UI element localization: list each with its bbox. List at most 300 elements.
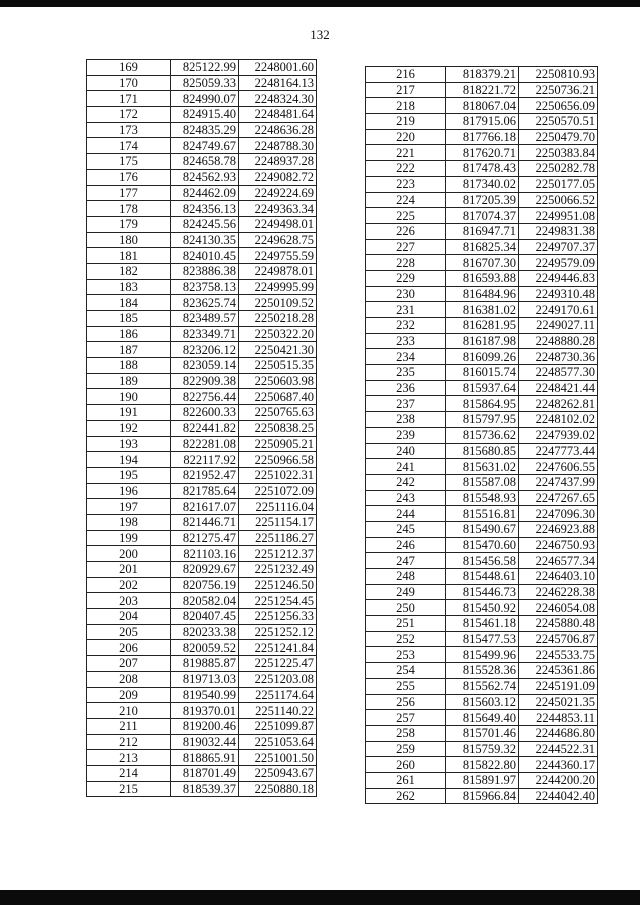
x-coordinate-cell: 820059.52 — [171, 640, 239, 656]
table-row — [366, 741, 598, 757]
y-coordinate-cell: 2246923.88 — [519, 521, 598, 537]
x-coordinate-cell: 816015.74 — [446, 365, 519, 381]
point-id-cell: 252 — [366, 631, 446, 647]
y-coordinate-cell: 2250383.84 — [519, 145, 598, 161]
point-id-cell: 239 — [366, 427, 446, 443]
point-id-cell: 215 — [87, 781, 171, 797]
table-row — [366, 663, 598, 679]
x-coordinate-cell: 815461.18 — [446, 616, 519, 632]
table-row — [366, 553, 598, 569]
table-row — [87, 734, 317, 750]
x-coordinate-cell: 819885.87 — [171, 656, 239, 672]
table-row — [366, 678, 598, 694]
x-coordinate-cell: 817340.02 — [446, 176, 519, 192]
y-coordinate-cell: 2248421.44 — [519, 380, 598, 396]
point-id-cell: 183 — [87, 279, 171, 295]
table-row — [87, 91, 317, 107]
x-coordinate-cell: 820929.67 — [171, 562, 239, 578]
table-row — [87, 687, 317, 703]
table-row — [366, 584, 598, 600]
y-coordinate-cell: 2249027.11 — [519, 318, 598, 334]
point-id-cell: 243 — [366, 490, 446, 506]
point-id-cell: 214 — [87, 765, 171, 781]
y-coordinate-cell: 2250066.52 — [519, 192, 598, 208]
y-coordinate-cell: 2244042.40 — [519, 788, 598, 804]
table-row — [87, 624, 317, 640]
table-row — [87, 122, 317, 138]
y-coordinate-cell: 2244360.17 — [519, 757, 598, 773]
y-coordinate-cell: 2245706.87 — [519, 631, 598, 647]
point-id-cell: 194 — [87, 452, 171, 468]
y-coordinate-cell: 2249878.01 — [239, 263, 317, 279]
x-coordinate-cell: 817620.71 — [446, 145, 519, 161]
y-coordinate-cell: 2248001.60 — [239, 60, 317, 76]
point-id-cell: 180 — [87, 232, 171, 248]
y-coordinate-cell: 2250109.52 — [239, 295, 317, 311]
table-row — [366, 380, 598, 396]
y-coordinate-cell: 2249363.34 — [239, 201, 317, 217]
point-id-cell: 169 — [87, 60, 171, 76]
x-coordinate-cell: 820756.19 — [171, 577, 239, 593]
table-row — [366, 757, 598, 773]
y-coordinate-cell: 2247096.30 — [519, 506, 598, 522]
x-coordinate-cell: 817074.37 — [446, 208, 519, 224]
x-coordinate-cell: 823206.12 — [171, 342, 239, 358]
y-coordinate-cell: 2248880.28 — [519, 333, 598, 349]
table-row — [87, 483, 317, 499]
x-coordinate-cell: 819713.03 — [171, 671, 239, 687]
table-row — [366, 490, 598, 506]
x-coordinate-cell: 815631.02 — [446, 459, 519, 475]
table-row — [87, 326, 317, 342]
x-coordinate-cell: 816593.88 — [446, 270, 519, 286]
table-row — [87, 765, 317, 781]
point-id-cell: 200 — [87, 546, 171, 562]
table-row — [87, 467, 317, 483]
x-coordinate-cell: 819032.44 — [171, 734, 239, 750]
table-row — [366, 616, 598, 632]
y-coordinate-cell: 2249310.48 — [519, 286, 598, 302]
point-id-cell: 178 — [87, 201, 171, 217]
x-coordinate-cell: 824915.40 — [171, 107, 239, 123]
y-coordinate-cell: 2248937.28 — [239, 154, 317, 170]
y-coordinate-cell: 2250218.28 — [239, 311, 317, 327]
point-id-cell: 195 — [87, 467, 171, 483]
x-coordinate-cell: 815528.36 — [446, 663, 519, 679]
point-id-cell: 218 — [366, 98, 446, 114]
x-coordinate-cell: 824356.13 — [171, 201, 239, 217]
scan-edge-bottom — [0, 890, 640, 905]
x-coordinate-cell: 824245.56 — [171, 216, 239, 232]
table-row — [366, 333, 598, 349]
point-id-cell: 203 — [87, 593, 171, 609]
point-id-cell: 225 — [366, 208, 446, 224]
x-coordinate-cell: 815548.93 — [446, 490, 519, 506]
table-row — [87, 514, 317, 530]
y-coordinate-cell: 2251174.64 — [239, 687, 317, 703]
point-id-cell: 236 — [366, 380, 446, 396]
point-id-cell: 233 — [366, 333, 446, 349]
table-row — [366, 474, 598, 490]
x-coordinate-cell: 823489.57 — [171, 311, 239, 327]
y-coordinate-cell: 2251072.09 — [239, 483, 317, 499]
y-coordinate-cell: 2250282.78 — [519, 161, 598, 177]
table-row — [87, 718, 317, 734]
y-coordinate-cell: 2251254.45 — [239, 593, 317, 609]
point-id-cell: 179 — [87, 216, 171, 232]
table-row — [366, 349, 598, 365]
point-id-cell: 206 — [87, 640, 171, 656]
x-coordinate-cell: 824462.09 — [171, 185, 239, 201]
x-coordinate-cell: 823059.14 — [171, 358, 239, 374]
y-coordinate-cell: 2250421.30 — [239, 342, 317, 358]
x-coordinate-cell: 821446.71 — [171, 514, 239, 530]
y-coordinate-cell: 2246750.93 — [519, 537, 598, 553]
y-coordinate-cell: 2244853.11 — [519, 710, 598, 726]
point-id-cell: 240 — [366, 443, 446, 459]
table-row — [87, 781, 317, 797]
x-coordinate-cell: 815516.81 — [446, 506, 519, 522]
point-id-cell: 245 — [366, 521, 446, 537]
x-coordinate-cell: 822281.08 — [171, 436, 239, 452]
table-row — [366, 114, 598, 130]
point-id-cell: 202 — [87, 577, 171, 593]
x-coordinate-cell: 824835.29 — [171, 122, 239, 138]
point-id-cell: 241 — [366, 459, 446, 475]
x-coordinate-cell: 817478.43 — [446, 161, 519, 177]
table-row — [366, 192, 598, 208]
y-coordinate-cell: 2249831.38 — [519, 223, 598, 239]
point-id-cell: 223 — [366, 176, 446, 192]
point-id-cell: 230 — [366, 286, 446, 302]
x-coordinate-cell: 815759.32 — [446, 741, 519, 757]
table-row — [87, 107, 317, 123]
table-row — [366, 725, 598, 741]
y-coordinate-cell: 2250322.20 — [239, 326, 317, 342]
point-id-cell: 209 — [87, 687, 171, 703]
point-id-cell: 182 — [87, 263, 171, 279]
x-coordinate-cell: 816281.95 — [446, 318, 519, 334]
point-id-cell: 222 — [366, 161, 446, 177]
table-row — [366, 365, 598, 381]
y-coordinate-cell: 2249707.37 — [519, 239, 598, 255]
point-id-cell: 198 — [87, 514, 171, 530]
table-row — [366, 788, 598, 804]
y-coordinate-cell: 2250966.58 — [239, 452, 317, 468]
point-id-cell: 185 — [87, 311, 171, 327]
table-row — [87, 389, 317, 405]
y-coordinate-cell: 2249224.69 — [239, 185, 317, 201]
y-coordinate-cell: 2248636.28 — [239, 122, 317, 138]
x-coordinate-cell: 818067.04 — [446, 98, 519, 114]
point-id-cell: 216 — [366, 67, 446, 83]
y-coordinate-cell: 2250479.70 — [519, 129, 598, 145]
point-id-cell: 184 — [87, 295, 171, 311]
y-coordinate-cell: 2250880.18 — [239, 781, 317, 797]
coordinate-table-right — [365, 66, 598, 804]
table-row — [366, 318, 598, 334]
x-coordinate-cell: 822909.38 — [171, 373, 239, 389]
table-row — [366, 223, 598, 239]
table-row — [87, 640, 317, 656]
x-coordinate-cell: 824010.45 — [171, 248, 239, 264]
x-coordinate-cell: 816381.02 — [446, 302, 519, 318]
table-row — [87, 656, 317, 672]
table-row — [87, 216, 317, 232]
y-coordinate-cell: 2245021.35 — [519, 694, 598, 710]
y-coordinate-cell: 2251053.64 — [239, 734, 317, 750]
page-number: 132 — [310, 27, 330, 42]
table-row — [87, 593, 317, 609]
table-row — [87, 342, 317, 358]
table-row — [366, 694, 598, 710]
point-id-cell: 244 — [366, 506, 446, 522]
table-row — [87, 311, 317, 327]
table-row — [87, 530, 317, 546]
point-id-cell: 256 — [366, 694, 446, 710]
x-coordinate-cell: 818539.37 — [171, 781, 239, 797]
table-row — [366, 145, 598, 161]
point-id-cell: 204 — [87, 609, 171, 625]
table-row — [87, 263, 317, 279]
point-id-cell: 174 — [87, 138, 171, 154]
x-coordinate-cell: 815477.53 — [446, 631, 519, 647]
point-id-cell: 188 — [87, 358, 171, 374]
table-row — [87, 436, 317, 452]
x-coordinate-cell: 822441.82 — [171, 420, 239, 436]
y-coordinate-cell: 2249446.83 — [519, 270, 598, 286]
x-coordinate-cell: 815649.40 — [446, 710, 519, 726]
point-id-cell: 224 — [366, 192, 446, 208]
x-coordinate-cell: 820582.04 — [171, 593, 239, 609]
table-row — [87, 75, 317, 91]
x-coordinate-cell: 816099.26 — [446, 349, 519, 365]
point-id-cell: 199 — [87, 530, 171, 546]
point-id-cell: 260 — [366, 757, 446, 773]
table-row — [87, 452, 317, 468]
y-coordinate-cell: 2250603.98 — [239, 373, 317, 389]
y-coordinate-cell: 2245361.86 — [519, 663, 598, 679]
x-coordinate-cell: 823349.71 — [171, 326, 239, 342]
point-id-cell: 210 — [87, 703, 171, 719]
table-row — [87, 154, 317, 170]
y-coordinate-cell: 2251256.33 — [239, 609, 317, 625]
point-id-cell: 171 — [87, 91, 171, 107]
y-coordinate-cell: 2250905.21 — [239, 436, 317, 452]
x-coordinate-cell: 817205.39 — [446, 192, 519, 208]
table-row — [366, 161, 598, 177]
y-coordinate-cell: 2249995.99 — [239, 279, 317, 295]
table-row — [366, 412, 598, 428]
y-coordinate-cell: 2244522.31 — [519, 741, 598, 757]
point-id-cell: 208 — [87, 671, 171, 687]
point-id-cell: 177 — [87, 185, 171, 201]
x-coordinate-cell: 815448.61 — [446, 569, 519, 585]
table-row — [87, 169, 317, 185]
table-row — [366, 631, 598, 647]
y-coordinate-cell: 2249579.09 — [519, 255, 598, 271]
y-coordinate-cell: 2251232.49 — [239, 562, 317, 578]
point-id-cell: 262 — [366, 788, 446, 804]
y-coordinate-cell: 2245191.09 — [519, 678, 598, 694]
point-id-cell: 250 — [366, 600, 446, 616]
table-row — [366, 459, 598, 475]
y-coordinate-cell: 2244686.80 — [519, 725, 598, 741]
point-id-cell: 261 — [366, 772, 446, 788]
point-id-cell: 247 — [366, 553, 446, 569]
x-coordinate-cell: 815680.85 — [446, 443, 519, 459]
x-coordinate-cell: 824562.93 — [171, 169, 239, 185]
x-coordinate-cell: 815736.62 — [446, 427, 519, 443]
x-coordinate-cell: 824658.78 — [171, 154, 239, 170]
table-row — [366, 82, 598, 98]
y-coordinate-cell: 2246577.34 — [519, 553, 598, 569]
table-row — [366, 521, 598, 537]
x-coordinate-cell: 815891.97 — [446, 772, 519, 788]
x-coordinate-cell: 825122.99 — [171, 60, 239, 76]
point-id-cell: 189 — [87, 373, 171, 389]
table-row — [87, 562, 317, 578]
x-coordinate-cell: 815587.08 — [446, 474, 519, 490]
y-coordinate-cell: 2250177.05 — [519, 176, 598, 192]
point-id-cell: 238 — [366, 412, 446, 428]
y-coordinate-cell: 2249170.61 — [519, 302, 598, 318]
y-coordinate-cell: 2245880.48 — [519, 616, 598, 632]
x-coordinate-cell: 825059.33 — [171, 75, 239, 91]
x-coordinate-cell: 823886.38 — [171, 263, 239, 279]
table-row — [87, 60, 317, 76]
y-coordinate-cell: 2248730.36 — [519, 349, 598, 365]
x-coordinate-cell: 823758.13 — [171, 279, 239, 295]
table-row — [366, 129, 598, 145]
y-coordinate-cell: 2248577.30 — [519, 365, 598, 381]
x-coordinate-cell: 816947.71 — [446, 223, 519, 239]
table-row — [87, 750, 317, 766]
x-coordinate-cell: 815603.12 — [446, 694, 519, 710]
table-row — [366, 443, 598, 459]
y-coordinate-cell: 2246403.10 — [519, 569, 598, 585]
point-id-cell: 258 — [366, 725, 446, 741]
table-row — [87, 609, 317, 625]
x-coordinate-cell: 815490.67 — [446, 521, 519, 537]
y-coordinate-cell: 2251154.17 — [239, 514, 317, 530]
table-row — [87, 232, 317, 248]
point-id-cell: 173 — [87, 122, 171, 138]
point-id-cell: 186 — [87, 326, 171, 342]
point-id-cell: 254 — [366, 663, 446, 679]
y-coordinate-cell: 2247267.65 — [519, 490, 598, 506]
table-row — [87, 546, 317, 562]
x-coordinate-cell: 816825.34 — [446, 239, 519, 255]
y-coordinate-cell: 2247606.55 — [519, 459, 598, 475]
x-coordinate-cell: 817766.18 — [446, 129, 519, 145]
y-coordinate-cell: 2250687.40 — [239, 389, 317, 405]
y-coordinate-cell: 2251246.50 — [239, 577, 317, 593]
y-coordinate-cell: 2251241.84 — [239, 640, 317, 656]
point-id-cell: 255 — [366, 678, 446, 694]
x-coordinate-cell: 821952.47 — [171, 467, 239, 483]
y-coordinate-cell: 2251140.22 — [239, 703, 317, 719]
point-id-cell: 172 — [87, 107, 171, 123]
table-row — [366, 427, 598, 443]
point-id-cell: 219 — [366, 114, 446, 130]
y-coordinate-cell: 2247773.44 — [519, 443, 598, 459]
table-row — [366, 270, 598, 286]
x-coordinate-cell: 819540.99 — [171, 687, 239, 703]
x-coordinate-cell: 818379.21 — [446, 67, 519, 83]
point-id-cell: 248 — [366, 569, 446, 585]
table-row — [366, 176, 598, 192]
point-id-cell: 187 — [87, 342, 171, 358]
point-id-cell: 249 — [366, 584, 446, 600]
table-row — [366, 506, 598, 522]
table-row — [366, 239, 598, 255]
table-row — [87, 201, 317, 217]
x-coordinate-cell: 815864.95 — [446, 396, 519, 412]
x-coordinate-cell: 821275.47 — [171, 530, 239, 546]
x-coordinate-cell: 815701.46 — [446, 725, 519, 741]
point-id-cell: 193 — [87, 436, 171, 452]
point-id-cell: 190 — [87, 389, 171, 405]
x-coordinate-cell: 820233.38 — [171, 624, 239, 640]
table-row — [366, 396, 598, 412]
y-coordinate-cell: 2250736.21 — [519, 82, 598, 98]
table-row — [366, 569, 598, 585]
x-coordinate-cell: 815456.58 — [446, 553, 519, 569]
point-id-cell: 212 — [87, 734, 171, 750]
point-id-cell: 227 — [366, 239, 446, 255]
point-id-cell: 251 — [366, 616, 446, 632]
y-coordinate-cell: 2248262.81 — [519, 396, 598, 412]
point-id-cell: 232 — [366, 318, 446, 334]
table-row — [366, 67, 598, 83]
table-row — [87, 420, 317, 436]
y-coordinate-cell: 2244200.20 — [519, 772, 598, 788]
y-coordinate-cell: 2247939.02 — [519, 427, 598, 443]
scan-edge-top — [0, 0, 640, 7]
coordinate-table-left — [86, 59, 317, 797]
x-coordinate-cell: 817915.06 — [446, 114, 519, 130]
x-coordinate-cell: 821617.07 — [171, 499, 239, 515]
point-id-cell: 170 — [87, 75, 171, 91]
x-coordinate-cell: 823625.74 — [171, 295, 239, 311]
x-coordinate-cell: 821103.16 — [171, 546, 239, 562]
y-coordinate-cell: 2246228.38 — [519, 584, 598, 600]
x-coordinate-cell: 816707.30 — [446, 255, 519, 271]
table-row — [366, 772, 598, 788]
point-id-cell: 237 — [366, 396, 446, 412]
table-row — [87, 703, 317, 719]
table-row — [87, 577, 317, 593]
point-id-cell: 192 — [87, 420, 171, 436]
x-coordinate-cell: 818701.49 — [171, 765, 239, 781]
y-coordinate-cell: 2250943.67 — [239, 765, 317, 781]
table-row — [87, 138, 317, 154]
x-coordinate-cell: 819200.46 — [171, 718, 239, 734]
y-coordinate-cell: 2250765.63 — [239, 405, 317, 421]
y-coordinate-cell: 2250810.93 — [519, 67, 598, 83]
point-id-cell: 228 — [366, 255, 446, 271]
table-row — [87, 671, 317, 687]
x-coordinate-cell: 821785.64 — [171, 483, 239, 499]
point-id-cell: 201 — [87, 562, 171, 578]
point-id-cell: 220 — [366, 129, 446, 145]
x-coordinate-cell: 815937.64 — [446, 380, 519, 396]
point-id-cell: 191 — [87, 405, 171, 421]
y-coordinate-cell: 2250656.09 — [519, 98, 598, 114]
y-coordinate-cell: 2251203.08 — [239, 671, 317, 687]
table-row — [87, 499, 317, 515]
